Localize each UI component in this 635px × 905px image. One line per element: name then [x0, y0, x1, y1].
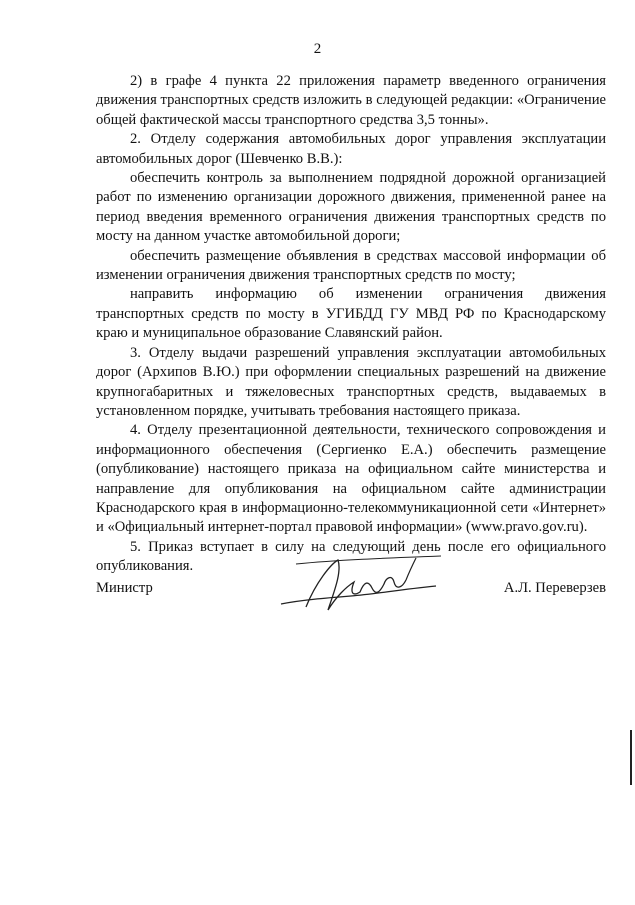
paragraph-send-info: направить информацию об изменении ограничения движения транспортных средств по мосту в УГИБДД ГУ МВД РФ по Краснодарскому краю и муниципальное образование Славянский район.	[96, 286, 606, 342]
handwritten-signature	[276, 552, 446, 622]
signatory-title: Министр	[96, 580, 153, 596]
margin-mark	[630, 730, 632, 785]
paragraph-clause-5: 5. Приказ вступает в силу на следующий день после его официального опубликования.	[96, 538, 606, 575]
paragraph-item-2-2: 2) в графе 4 пункта 22 приложения параметр введенного ограничения движения транспортных средств изложить в следующей редакции: «Ограничение общей фактической массы транспортного средства 3,5 тонны».	[96, 73, 606, 128]
signatory-name: А.Л. Переверзев	[503, 580, 606, 596]
paragraph-clause-2: 2. Отделу содержания автомобильных дорог управления эксплуатации автомобильных дорог (Шевченко В.В.):	[96, 131, 606, 167]
paragraph-control-works: обеспечить контроль за выполнением подрядной дорожной организацией работ по изменению организации дорожного движения, примененной ранее на период введения временного ограничения движения транспортных средств по мосту на данном участке автомобильной дороги;	[96, 170, 606, 245]
page-number: 2	[313, 41, 322, 57]
paragraph-media-notice: обеспечить размещение объявления в средствах массовой информации об изменении ограничения движения транспортных средств по мосту;	[96, 247, 606, 284]
paragraph-clause-4: 4. Отделу презентационной деятельности, технического сопровождения и информационного обеспечения (Сергиенко Е.А.) обеспечить размещение (опубликование) настоящего приказа на официальном сайте министерства и направление для опубликования на официальном сайте администрации Краснодарского края в информационно-телекоммуникационной сети «Интернет» и «Официальный интернет-портал правовой информации» (www.pravo.gov.ru).	[96, 422, 606, 536]
document-body	[96, 72, 606, 577]
paragraph-clause-3: 3. Отделу выдачи разрешений управления эксплуатации автомобильных дорог (Архипов В.Ю.) при оформлении специальных разрешений на движение крупногабаритных и тяжеловесных транспортных средств, выдаваемых в установленном порядке, учитывать требования настоящего приказа.	[96, 344, 606, 419]
signature-block	[96, 552, 606, 632]
